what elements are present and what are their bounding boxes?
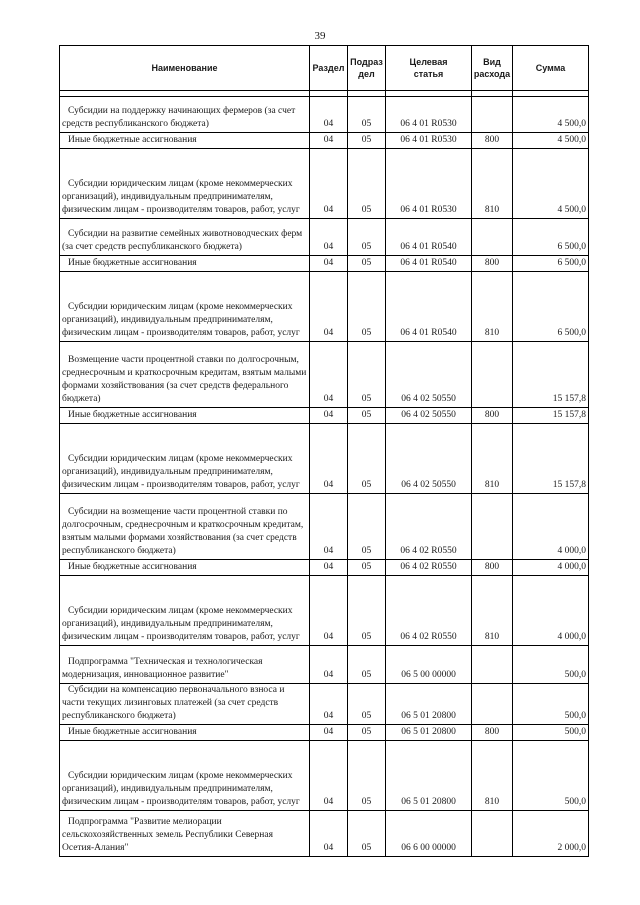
cell-target: 06 4 02 R0550 <box>386 494 472 560</box>
cell-subsection: 05 <box>348 219 386 256</box>
cell-subsection: 05 <box>348 256 386 272</box>
cell-kind: 810 <box>472 576 513 646</box>
table-row <box>60 576 589 646</box>
table-row <box>60 684 589 725</box>
cell-target: 06 4 02 50550 <box>386 342 472 408</box>
cell-name: Субсидии юридическим лицам (кроме некоммерческих организаций), индивидуальным предпринимателям, физическим лицам - производителям товаров, работ, услуг <box>60 741 310 811</box>
cell-amount: 4 500,0 <box>513 133 589 149</box>
cell-target: 06 5 00 00000 <box>386 646 472 684</box>
cell-amount: 500,0 <box>513 646 589 684</box>
cell-amount: 500,0 <box>513 741 589 811</box>
table-row <box>60 133 589 149</box>
cell-subsection: 05 <box>348 342 386 408</box>
cell-target: 06 6 00 00000 <box>386 811 472 857</box>
cell-target: 06 4 02 R0550 <box>386 560 472 576</box>
table-row <box>60 342 589 408</box>
cell-section: 04 <box>310 424 348 494</box>
cell-name: Возмещение части процентной ставки по долгосрочным, среднесрочным и краткосрочным кредитам, взятым малыми формами хозяйствования (за счет средств федерального бюджета) <box>60 342 310 408</box>
cell-section: 04 <box>310 256 348 272</box>
cell-name: Субсидии юридическим лицам (кроме некоммерческих организаций), индивидуальным предпринимателям, физическим лицам - производителям товаров, работ, услуг <box>60 149 310 219</box>
cell-section: 04 <box>310 272 348 342</box>
cell-section: 04 <box>310 494 348 560</box>
cell-amount: 4 500,0 <box>513 97 589 133</box>
table-row <box>60 725 589 741</box>
cell-subsection: 05 <box>348 576 386 646</box>
cell-subsection: 05 <box>348 741 386 811</box>
cell-name: Иные бюджетные ассигнования <box>60 133 310 149</box>
cell-subsection: 05 <box>348 424 386 494</box>
header-section: Раздел <box>310 46 348 91</box>
budget-table <box>59 45 589 857</box>
cell-kind <box>472 97 513 133</box>
cell-section: 04 <box>310 646 348 684</box>
cell-amount: 6 500,0 <box>513 256 589 272</box>
cell-name: Субсидии на поддержку начинающих фермеров (за счет средств республиканского бюджета) <box>60 97 310 133</box>
cell-subsection: 05 <box>348 408 386 424</box>
cell-name: Иные бюджетные ассигнования <box>60 256 310 272</box>
cell-subsection: 05 <box>348 97 386 133</box>
header-amount: Сумма <box>513 46 589 91</box>
cell-amount: 15 157,8 <box>513 408 589 424</box>
cell-kind: 800 <box>472 256 513 272</box>
cell-subsection: 05 <box>348 684 386 725</box>
cell-target: 06 4 01 R0530 <box>386 97 472 133</box>
cell-target: 06 4 02 50550 <box>386 408 472 424</box>
cell-target: 06 4 01 R0540 <box>386 219 472 256</box>
table-row <box>60 408 589 424</box>
cell-section: 04 <box>310 342 348 408</box>
cell-name: Подпрограмма "Развитие мелиорации сельскохозяйственных земель Республики Северная Осетия-Алания" <box>60 811 310 857</box>
cell-target: 06 4 02 R0550 <box>386 576 472 646</box>
cell-name: Подпрограмма "Техническая и технологическая модернизация, инновационное развитие" <box>60 646 310 684</box>
table-header-row <box>60 46 589 91</box>
table-row <box>60 494 589 560</box>
table-row <box>60 811 589 857</box>
cell-section: 04 <box>310 811 348 857</box>
table-row <box>60 272 589 342</box>
cell-kind: 810 <box>472 424 513 494</box>
cell-name: Иные бюджетные ассигнования <box>60 560 310 576</box>
cell-target: 06 4 01 R0540 <box>386 256 472 272</box>
table-row <box>60 219 589 256</box>
cell-name: Иные бюджетные ассигнования <box>60 408 310 424</box>
header-name: Наименование <box>60 46 310 91</box>
cell-name: Субсидии на развитие семейных животноводческих ферм (за счет средств республиканского бюджета) <box>60 219 310 256</box>
cell-amount: 4 000,0 <box>513 560 589 576</box>
cell-section: 04 <box>310 408 348 424</box>
cell-section: 04 <box>310 741 348 811</box>
cell-target: 06 5 01 20800 <box>386 725 472 741</box>
header-subsection: Подраз дел <box>348 46 386 91</box>
cell-amount: 4 000,0 <box>513 494 589 560</box>
cell-subsection: 05 <box>348 272 386 342</box>
cell-target: 06 5 01 20800 <box>386 684 472 725</box>
cell-kind <box>472 811 513 857</box>
cell-subsection: 05 <box>348 494 386 560</box>
table-row <box>60 256 589 272</box>
cell-subsection: 05 <box>348 133 386 149</box>
cell-amount: 6 500,0 <box>513 219 589 256</box>
cell-kind <box>472 494 513 560</box>
cell-target: 06 4 01 R0530 <box>386 149 472 219</box>
cell-target: 06 5 01 20800 <box>386 741 472 811</box>
cell-subsection: 05 <box>348 811 386 857</box>
table-row <box>60 97 589 133</box>
cell-kind: 810 <box>472 272 513 342</box>
cell-section: 04 <box>310 219 348 256</box>
cell-kind: 800 <box>472 133 513 149</box>
cell-name: Иные бюджетные ассигнования <box>60 725 310 741</box>
cell-name: Субсидии юридическим лицам (кроме некоммерческих организаций), индивидуальным предпринимателям, физическим лицам - производителям товаров, работ, услуг <box>60 272 310 342</box>
cell-kind: 800 <box>472 725 513 741</box>
table-row <box>60 741 589 811</box>
cell-kind: 800 <box>472 408 513 424</box>
header-target: Целевая статья <box>386 46 472 91</box>
cell-section: 04 <box>310 725 348 741</box>
cell-subsection: 05 <box>348 560 386 576</box>
table-row <box>60 149 589 219</box>
cell-name: Субсидии на компенсацию первоначального взноса и части текущих лизинговых платежей (за счет средств республиканского бюджета) <box>60 684 310 725</box>
cell-amount: 15 157,8 <box>513 424 589 494</box>
cell-target: 06 4 01 R0540 <box>386 272 472 342</box>
table-row <box>60 646 589 684</box>
cell-amount: 500,0 <box>513 684 589 725</box>
cell-amount: 4 000,0 <box>513 576 589 646</box>
cell-kind: 810 <box>472 149 513 219</box>
cell-kind <box>472 684 513 725</box>
cell-subsection: 05 <box>348 725 386 741</box>
cell-kind: 810 <box>472 741 513 811</box>
table-row <box>60 424 589 494</box>
cell-name: Субсидии юридическим лицам (кроме некоммерческих организаций), индивидуальным предпринимателям, физическим лицам - производителям товаров, работ, услуг <box>60 576 310 646</box>
header-kind: Вид расхода <box>472 46 513 91</box>
cell-section: 04 <box>310 576 348 646</box>
table-row <box>60 560 589 576</box>
cell-kind: 800 <box>472 560 513 576</box>
cell-section: 04 <box>310 133 348 149</box>
cell-amount: 500,0 <box>513 725 589 741</box>
cell-subsection: 05 <box>348 646 386 684</box>
cell-target: 06 4 02 50550 <box>386 424 472 494</box>
cell-kind <box>472 646 513 684</box>
cell-target: 06 4 01 R0530 <box>386 133 472 149</box>
cell-kind <box>472 342 513 408</box>
page-number: 39 <box>314 30 326 42</box>
cell-amount: 6 500,0 <box>513 272 589 342</box>
cell-kind <box>472 219 513 256</box>
cell-subsection: 05 <box>348 149 386 219</box>
cell-section: 04 <box>310 560 348 576</box>
cell-section: 04 <box>310 149 348 219</box>
cell-section: 04 <box>310 97 348 133</box>
cell-section: 04 <box>310 684 348 725</box>
cell-name: Субсидии юридическим лицам (кроме некоммерческих организаций), индивидуальным предпринимателям, физическим лицам - производителям товаров, работ, услуг <box>60 424 310 494</box>
cell-amount: 15 157,8 <box>513 342 589 408</box>
cell-name: Субсидии на возмещение части процентной ставки по долгосрочным, среднесрочным и краткосрочным кредитам, взятым малыми формами хозяйствования (за счет средств республиканского бюджета) <box>60 494 310 560</box>
cell-amount: 2 000,0 <box>513 811 589 857</box>
cell-amount: 4 500,0 <box>513 149 589 219</box>
